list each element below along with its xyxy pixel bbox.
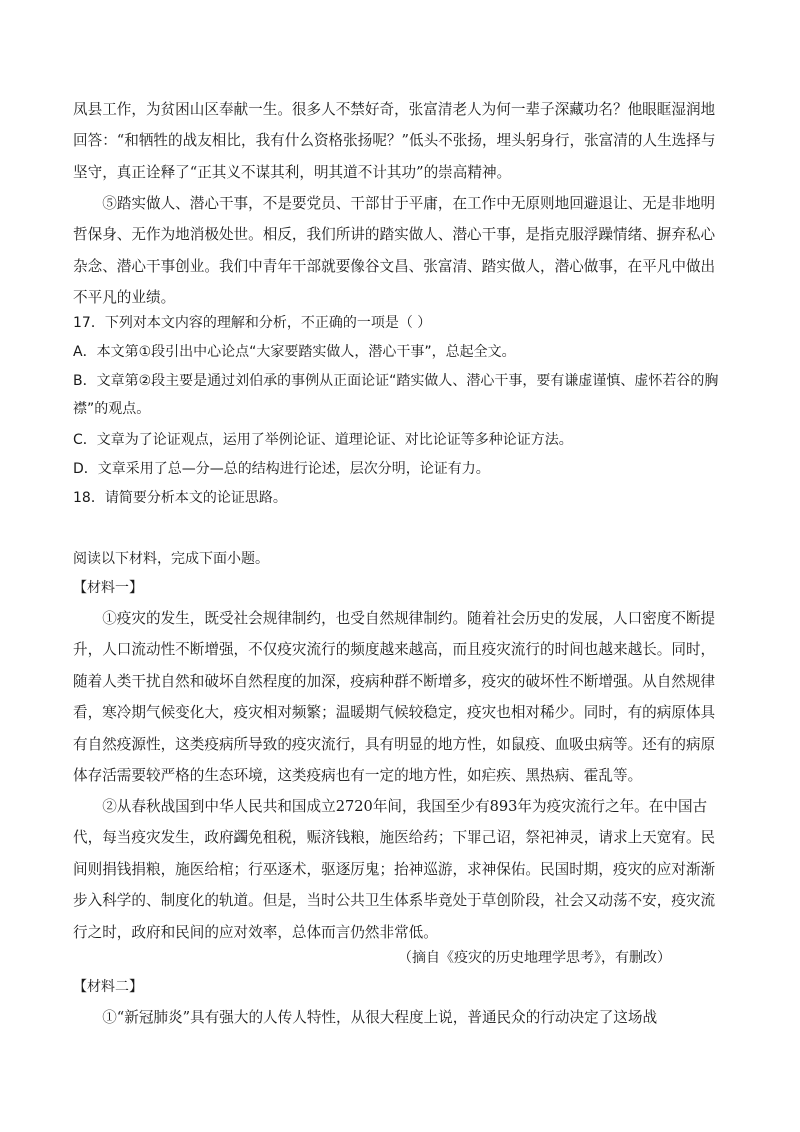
- question-17-option-a: A．本文第①段引出中心论点“大家要踏实做人，潜心干事”，总起全文。: [73, 344, 516, 360]
- question-17-option-c: C．文章为了论证观点，运用了举例论证、道理论证、对比论证等多种论证方法。: [73, 432, 573, 448]
- article-paragraph-5: ⑤踏实做人、潜心干事，不是要党员、干部甘于平庸，在工作中无原则地回避退让、无是非地明哲保身、无作为地消极处世。相反，我们所讲的踏实做人、潜心干事，是指克服浮躁情绪、摒弃私心杂念、潜心干事创业。我们中青年干部就要像谷文昌、张富清、踏实做人，潜心做事，在平凡中做出不平凡的业绩。: [73, 195, 716, 307]
- article-paragraph-continued: 凤县工作，为贫困山区奉献一生。很多人不禁好奇，张富清老人为何一辈子深藏功名？他眼眶湿润地回答：“和牺牲的战友相比，我有什么资格张扬呢？”低头不张扬，埋头躬身行，张富清的人生选择与坚守，真正诠释了“正其义不谋其利，明其道不计其功”的崇高精神。: [73, 101, 716, 181]
- material-1-paragraph-1: ①疫灾的发生，既受社会规律制约，也受自然规律制约。随着社会历史的发展，人口密度不断提升，人口流动性不断增强，不仅疫灾流行的频度越来越高，而且疫灾流行的时间也越来越长。同时，随着人类干扰自然和破坏自然程度的加深，疫病种群不断增多，疫灾的破坏性不断增强。从自然规律看，寒冷期气候变化大，疫灾相对频繁；温暖期气候较稳定，疫灾也相对稀少。同时，有的病原体具有自然疫源性，这类疫病所导致的疫灾流行，具有明显的地方性，如鼠疫、血吸虫病等。还有的病原体存活需要较严格的生态环境，这类疫病也有一定的地方性，如疟疾、黑热病、霍乱等。: [73, 610, 716, 785]
- question-17-option-d: D．文章采用了总—分—总的结构进行论述，层次分明，论证有力。: [73, 461, 490, 477]
- question-17-option-b: B．文章第②段主要是通过刘伯承的事例从正面论证“踏实做人、潜心干事，要有谦虚谨慎、虚怀若谷的胸襟”的观点。: [73, 373, 719, 418]
- material-1-paragraph-2: ②从春秋战国到中华人民共和国成立2720年间，我国至少有893年为疫灾流行之年。在中国古代，每当疫灾发生，政府蠲免租税，赈济钱粮，施医给药；下罪己诏，祭祀神灵，请求上天宽宥。民间则捐钱捐粮，施医给棺；行巫逐术，驱逐厉鬼；抬神巡游，求神保佑。民国时期，疫灾的应对渐渐步入科学的、制度化的轨道。但是，当时公共卫生体系毕竟处于草创阶段，社会又动荡不安，疫灾流行之时，政府和民间的应对效率，总体而言仍然非常低。: [73, 798, 716, 941]
- question-17: 17．下列对本文内容的理解和分析，不正确的一项是（ ）: [73, 315, 432, 331]
- material-1-header: 【材料一】: [73, 580, 143, 596]
- question-18: 18．请简要分析本文的论证思路。: [73, 490, 287, 506]
- reading-instruction: 阅读以下材料，完成下面小题。: [73, 551, 269, 567]
- material-1-source: （摘自《疫灾的历史地理学思考》，有删改）: [398, 950, 671, 966]
- material-2-header: 【材料二】: [73, 979, 143, 995]
- material-2-paragraph-1: ①“新冠肺炎”具有强大的人传人特性，从很大程度上说，普通民众的行动决定了这场战: [102, 1009, 658, 1026]
